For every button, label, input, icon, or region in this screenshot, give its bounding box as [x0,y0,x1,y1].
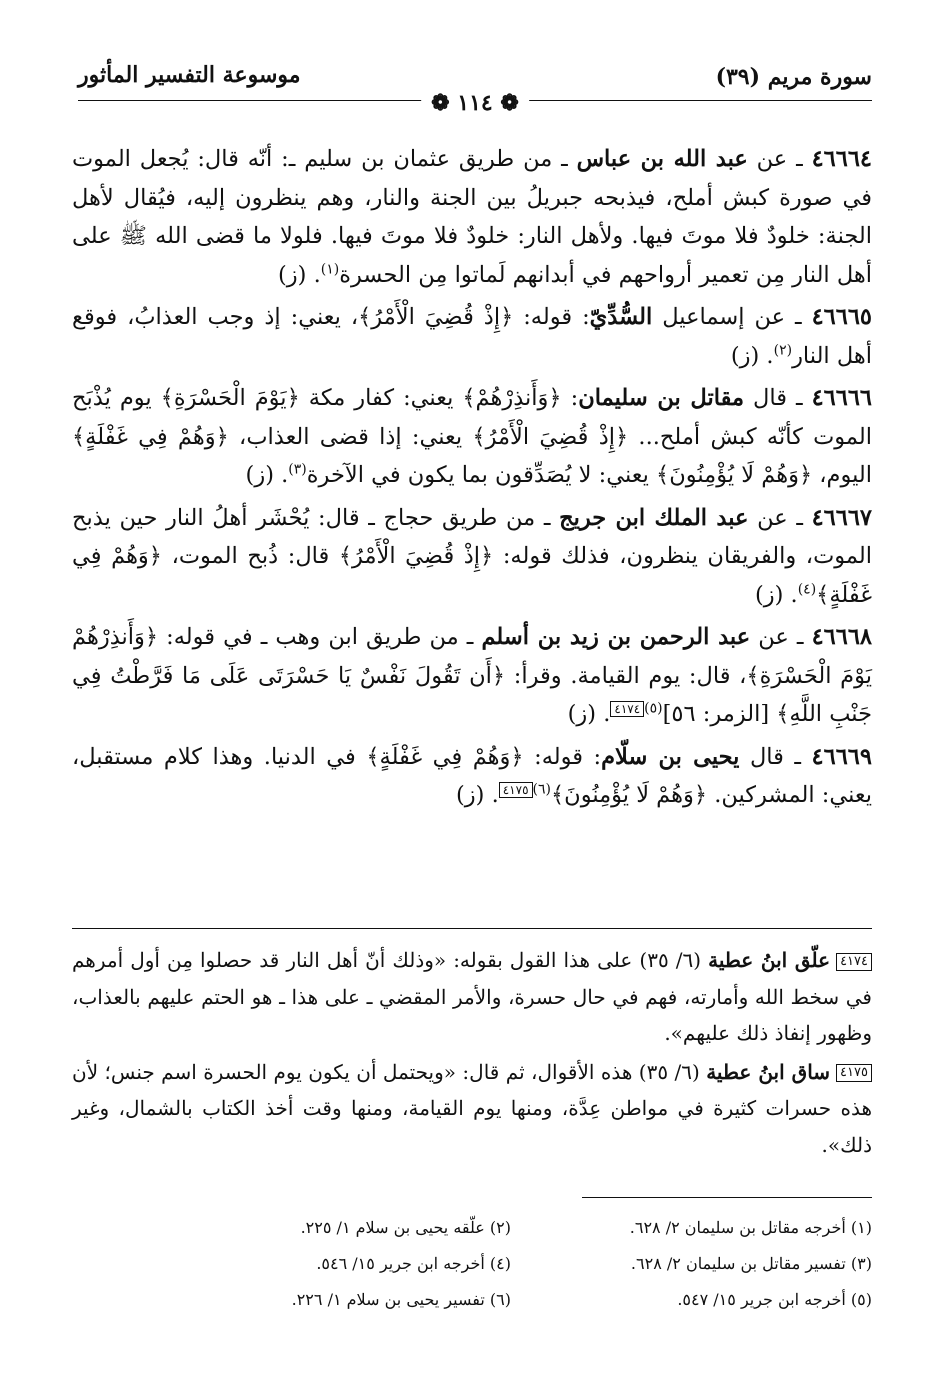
page-ornament-icon: ❁ [431,90,458,116]
commentary-ref-box: ٤١٧٤ [610,701,644,717]
commentary-number-box: ٤١٧٤ [836,953,872,971]
narration-number: ٤٦٦٦٨ [811,624,872,650]
page-number-text: ١١٤ [457,90,493,116]
narration-prefix: ـ عن إسماعيل [652,304,812,330]
narration-tail: . (ز) [278,261,321,288]
narrator-name: عبد الرحمن بن زيد بن أسلم [481,624,751,650]
footnote: (٢) علّقه يحيى بن سلام ١/ ٢٢٥. [300,1218,511,1237]
footnote-separator [582,1197,872,1198]
footnote-ref: (٤) [797,581,817,597]
narrator-name: عبد الملك ابن جريج [559,504,749,531]
narration-entry [72,499,872,615]
narration-text: : قوله: ﴿إِذْ قُضِيَ الْأَمْرُ﴾، يعني: إذ وجب العذابُ، فوقع أهل النار [72,304,872,369]
commentary-separator [72,928,872,929]
main-text [72,140,872,819]
surah-title: سورة مريم (٣٩) [715,64,872,90]
narration-text: : ﴿وَأَنذِرْهُمْ﴾ يعني: كفار مكة ﴿يَوْمَ الْحَسْرَةِ﴾ يوم يُذْبَح الموت كأنّه كبش أملح... ﴿إِذْ قُضِيَ الْأَمْرُ﴾ يعني: إذا قضى العذاب، ﴿وَهُمْ فِي غَفْلَةٍ﴾ اليوم، ﴿وَهُمْ لَا يُؤْمِنُونَ﴾ يعني: لا يُصَدِّقون بما يكون في الآخرة [72,385,872,488]
footnote-ref: (٣) [288,461,307,478]
page-number [421,90,529,116]
narration-prefix: ـ عن [748,504,812,531]
narration-entry [72,140,872,294]
commentary-number-box: ٤١٧٥ [836,1064,872,1082]
narration-prefix: ـ قال [744,385,812,411]
footnote-ref: (١) [320,261,340,277]
narrator-name: يحيى بن سلّام [601,743,740,770]
narration-entry [72,298,872,375]
footnote: (٥) أخرجه ابن جرير ١٥/ ٥٤٧. [677,1290,872,1309]
commentary-note [72,942,872,1052]
narration-tail: . (ز) [245,462,289,488]
narrator-name: مقاتل بن سليمان [578,385,745,411]
narration-tail: . (ز) [456,782,499,808]
narration-number: ٤٦٦٦٩ [811,743,872,770]
narration-number: ٤٦٦٦٥ [811,304,872,330]
narration-prefix: ـ قال [739,743,812,770]
narration-entry [72,738,872,815]
commentary-section [72,942,872,1165]
book-title: موسوعة التفسير المأثور [78,62,301,88]
narration-prefix: ـ عن [747,146,812,172]
page-ornament-icon: ❁ [492,90,519,116]
narration-text: ـ من طريق عثمان بن سليم ـ: أنّه قال: يُجعل الموت في صورة كبش أملح، فيذبحه جبريلُ بين الجنة والنار، وهم ينظرون إليه، فيُقال لأهل الجنة: خلودٌ فلا موتَ فيها. ولأهل النار: خلودٌ فلا موتَ فيها. فلولا ما قضى الله ﷺ على أهل النار مِن تعمير أرواحهم في أبدانهم لَماتوا مِن الحسرة [72,146,872,288]
footnote-ref: (٦) [532,781,551,798]
narration-number: ٤٦٦٦٦ [811,385,872,411]
narration-tail: . (ز) [754,581,798,608]
narration-tail: . (ز) [730,342,774,369]
commentary-lead: ساق ابنُ عطية [706,1059,831,1084]
footnotes [150,1210,872,1318]
narration-entry [72,379,872,495]
footnote: (٤) أخرجه ابن جرير ١٥/ ٥٤٦. [316,1254,511,1273]
narration-number: ٤٦٦٦٧ [811,504,873,531]
footnote: (٣) تفسير مقاتل بن سليمان ٢/ ٦٢٨. [630,1254,872,1273]
narrator-name: عبد الله بن عباس [576,146,748,172]
running-header [78,62,872,116]
commentary-text: (٦/ ٣٥) هذه الأقوال، ثم قال: «ويحتمل أن يكون يوم الحسرة اسم جنس؛ لأن هذه حسرات كثيرة في مواطن عِدَّة، ومنها يوم القيامة، ومنها وقت أخذ الكتاب بالشمال، وغير ذلك». [72,1059,872,1157]
narration-entry [72,618,872,734]
narration-text: ـ من طريق حجاج ـ قال: يُحْشَر أهلُ النار حين يذبح الموت، والفريقان ينظرون، فذلك قوله: ﴿إِذْ قُضِيَ الْأَمْرُ﴾ قال: ذُبح الموت، ﴿وَهُمْ فِي غَفْلَةٍ﴾ [72,504,872,608]
narration-text: ـ من طريق ابن وهب ـ في قوله: ﴿وَأَنذِرْهُمْ يَوْمَ الْحَسْرَةِ﴾، قال: يوم القيامة. وقرأ: ﴿أَن تَقُولَ نَفْسٌ يَا حَسْرَتَى عَلَى مَا فَرَّطْتُ فِي جَنْبِ اللَّهِ﴾ [الزمر: ٥٦] [72,624,872,727]
commentary-lead: علّق ابنُ عطية [708,948,831,972]
footnote-ref: (٥) [644,700,663,717]
narration-number: ٤٦٦٦٤ [811,146,872,172]
narration-prefix: ـ عن [750,624,812,650]
footnote: (١) أخرجه مقاتل بن سليمان ٢/ ٦٢٨. [629,1218,872,1237]
commentary-ref-box: ٤١٧٥ [499,782,533,798]
commentary-note [72,1054,872,1164]
narrator-name: السُّدِّيّ [589,304,653,330]
narration-text: : قوله: ﴿وَهُمْ فِي غَفْلَةٍ﴾ في الدنيا. وهذا كلام مستقبل، يعني: المشركين. ﴿وَهُمْ لَا يُؤْمِنُونَ﴾ [72,743,872,808]
commentary-text: (٦/ ٣٥) على هذا القول بقوله: «وذلك أنّ أهل النار قد حصلوا مِن أول أمرهم في سخط الله وأمارته، فهم في حال حسرة، والأمر المقضي ـ على هذا ـ هو الحتم عليهم بالعذاب، وظهور إنفاذ ذلك عليهم». [72,948,872,1045]
footnote-ref: (٢) [773,342,793,358]
narration-tail: . (ز) [567,701,611,727]
footnote: (٦) تفسير يحيى بن سلام ١/ ٢٢٦. [291,1290,511,1309]
